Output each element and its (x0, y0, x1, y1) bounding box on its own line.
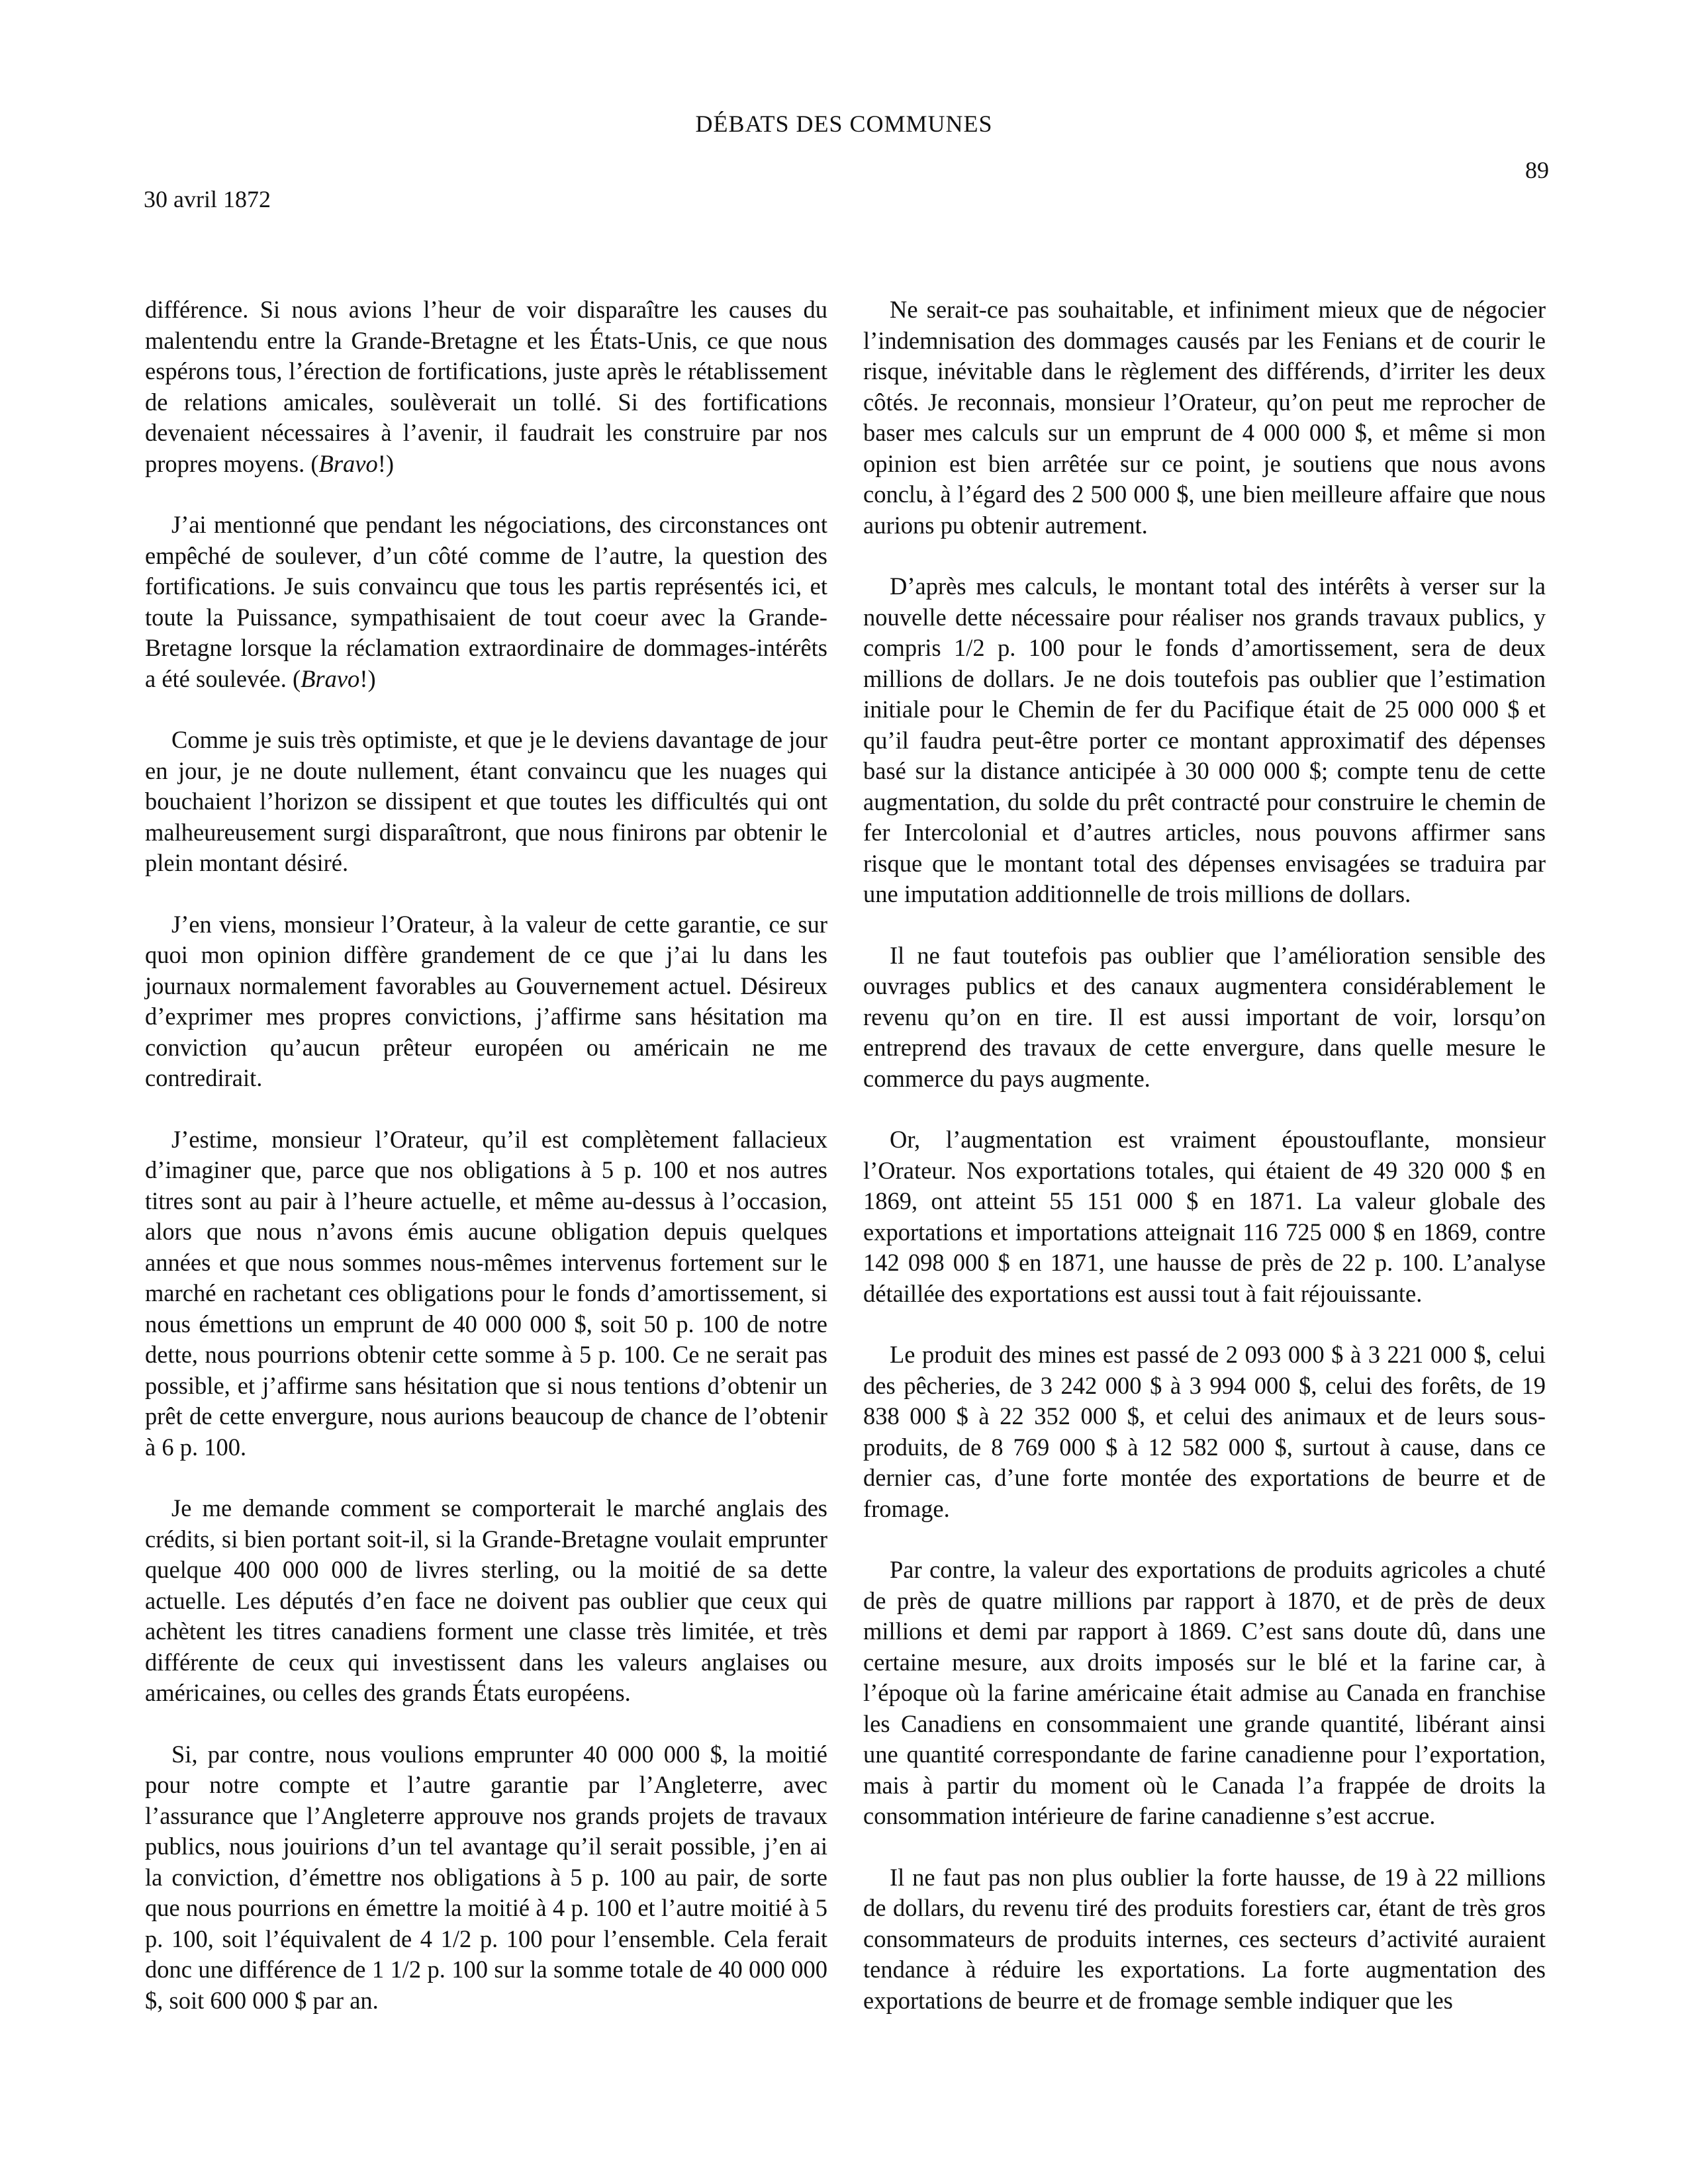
paragraph: Par contre, la valeur des exportations de produits agricoles a chuté de près de quatre millions par rapport à 1870, et de près de deux millions et demi par rapport à 1869. C’est sans doute dû, dans une certaine mesure, aux droits imposés sur le blé et la farine car, à l’époque où la farine américaine était admise au Canada en franchise les Canadiens en consommaient une grande quantité, libérant ainsi une quantité correspondante de farine canadienne pour l’exportation, mais à partir du moment où le Canada l’a frappée de droits la consommation intérieure de farine canadienne s’est accrue. (863, 1556, 1546, 1829)
interjection: Bravo (301, 664, 360, 692)
paragraph: Le produit des mines est passé de 2 093 000 $ à 3 221 000 $, celui des pêcheries, de 3 242 000 $ à 3 994 000 $, celui des forêts, de 19 838 000 $ à 22 352 000 $, et celui des animaux et de leurs sous-produits, de 8 769 000 $ à 12 582 000 $, surtout à cause, dans ce dernier cas, d’une forte montée des exportations de beurre et de fromage. (863, 1341, 1546, 1522)
page-number: 89 (1525, 157, 1549, 183)
paragraph: J’ai mentionné que pendant les négociations, des circonstances ont empêché de soulever, d’un côté comme de l’autre, la question des fortifications. Je suis convaincu que tous les partis représentés ici, et toute la Puissance, sympathisaient de tout coeur avec la Grande-Bretagne lorsque la réclamation extraordinaire de dommages-intérêts a été soulevée. (Bravo!) (145, 511, 827, 692)
running-header: DÉBATS DES COMMUNES (695, 111, 993, 137)
paragraph-text: J’ai mentionné que pendant les négociations, des circonstances ont empêché de soulever, d’un côté comme de l’autre, la question des fortifications. Je suis convaincu que tous les partis représentés ici, et toute la Puissance, sympathisaient de tout coeur avec la Grande-Bretagne lorsque la réclamation extraordinaire de dommages-intérêts a été soulevée. (145, 511, 827, 692)
paragraph: différence. Si nous avions l’heur de voir disparaître les causes du malentendu entre la Grande-Bretagne et les États-Unis, ce que nous espérons tous, l’érection de fortifications, juste après le rétablissement de relations amicales, soulèverait un tollé. Si des fortifications devenaient nécessaires à l’avenir, il faudrait les construire par nos propres moyens. (Bravo!) (145, 296, 827, 477)
paragraph: Or, l’augmentation est vraiment époustouflante, monsieur l’Orateur. Nos exportations totales, qui étaient de 49 320 000 $ en 1869, ont atteint 55 151 000 $ en 1871. La valeur globale des exportations et importations atteignait 116 725 000 $ en 1869, contre 142 098 000 $ en 1871, une hausse de près de 22 p. 100. L’analyse détaillée des exportations est aussi tout à fait réjouissante. (863, 1126, 1546, 1307)
paragraph: Comme je suis très optimiste, et que je le deviens davantage de jour en jour, je ne doute nullement, étant convaincu que les nuages qui bouchaient l’horizon se dissipent et que toutes les difficultés qui ont malheureusement surgi disparaîtront, que nous finirons par obtenir le plein montant désiré. (145, 726, 827, 876)
left-column (145, 295, 827, 2046)
paragraph: J’estime, monsieur l’Orateur, qu’il est complètement fallacieux d’imaginer que, parce que nos obligations à 5 p. 100 et nos autres titres sont au pair à l’heure actuelle, et même au-dessus à l’occasion, alors que nous n’avons émis aucune obligation depuis quelques années et que nous sommes nous-mêmes intervenus fortement sur le marché en rachetant ces obligations pour le fonds d’amortissement, si nous émettions un emprunt de 40 000 000 $, soit 50 p. 100 de notre dette, nous pourrions obtenir cette somme à 5 p. 100. Ce ne serait pas possible, et j’affirme sans hésitation que si nous tentions d’obtenir un prêt de cette envergure, nous aurions beaucoup de chance de l’obtenir à 6 p. 100. (145, 1125, 827, 1461)
paragraph: Ne serait-ce pas souhaitable, et infiniment mieux que de négocier l’indemnisation des dommages causés par les Fenians et de courir le risque, inévitable dans le règlement des différends, d’irriter les deux côtés. Je reconnais, monsieur l’Orateur, qu’on peut me reprocher de baser mes calculs sur un emprunt de 4 000 000 $, et même si mon opinion est bien arrêtée sur ce point, je soutiens que nous avons conclu, à l’égard des 2 500 000 $, une bien meilleure affaire que nous aurions pu obtenir autrement. (863, 296, 1546, 539)
paragraph: Il ne faut pas non plus oublier la forte hausse, de 19 à 22 millions de dollars, du revenu tiré des produits forestiers car, étant de très gros consommateurs de produits internes, ces secteurs d’activité auraient tendance à réduire les exportations. La forte augmentation des exportations de beurre et de fromage semble indiquer que les (863, 1863, 1546, 2014)
paragraph: Je me demande comment se comporterait le marché anglais des crédits, si bien portant soit-il, si la Grande-Bretagne voulait emprunter quelque 400 000 000 de livres sterling, ou la moitié de sa dette actuelle. Les députés d’en face ne doivent pas oublier que ceux qui achètent les titres canadiens forment une classe très limitée, et très différente de ceux qui investissent dans les valeurs anglaises ou américaines, ou celles des grands États européens. (145, 1494, 827, 1706)
paragraph: J’en viens, monsieur l’Orateur, à la valeur de cette garantie, ce sur quoi mon opinion diffère grandement de ce que j’ai lu dans les journaux normalement favorables au Gouvernement actuel. Désireux d’exprimer mes propres convictions, j’affirme sans hésitation ma conviction qu’aucun prêteur européen ou américain ne me contredirait. (145, 910, 827, 1091)
paragraph: Il ne faut toutefois pas oublier que l’amélioration sensible des ouvrages publics et des canaux augmentera considérablement le revenu qu’on en tire. Il est aussi important de voir, lorsqu’on entreprend des travaux de cette envergure, dans quelle mesure le commerce du pays augmente. (863, 941, 1546, 1092)
paragraph: Si, par contre, nous voulions emprunter 40 000 000 $, la moitié pour notre compte et l’autre garantie par l’Angleterre, avec l’assurance que l’Angleterre approuve nos grands projets de travaux publics, nous jouirions d’un tel avantage qu’il serait possible, j’en ai la conviction, d’émettre nos obligations à 5 p. 100 au pair, de sorte que nous pourrions en émettre la moitié à 4 p. 100 et l’autre moitié à 5 p. 100, soit l’équivalent de 4 1/2 p. 100 pour l’ensemble. Cela ferait donc une différence de 1 1/2 p. 100 sur la somme totale de 40 000 000 $, soit 600 000 $ par an. (145, 1740, 827, 2014)
paragraph-text: différence. Si nous avions l’heur de voir disparaître les causes du malentendu entre la Grande-Bretagne et les États-Unis, ce que nous espérons tous, l’érection de fortifications, juste après le rétablissement de relations amicales, soulèverait un tollé. Si des fortifications devenaient nécessaires à l’avenir, il faudrait les construire par nos propres moyens. (145, 296, 827, 477)
paragraph: D’après mes calculs, le montant total des intérêts à verser sur la nouvelle dette nécessaire pour réaliser nos grands travaux publics, y compris 1/2 p. 100 pour le fonds d’amortissement, sera de deux millions de dollars. Je ne dois toutefois pas oublier que l’estimation initiale pour le Chemin de fer du Pacifique était de 25 000 000 $ et qu’il faudra peut-être porter ce montant approximatif des dépenses basé sur la distance anticipée à 30 000 000 $; compte tenu de cette augmentation, du solde du prêt contracté pour construire le chemin de fer Intercolonial et d’autres articles, nous pouvons affirmer sans risque que le montant total des dépenses envisagées se traduira par une imputation additionnelle de trois millions de dollars. (863, 572, 1546, 907)
sitting-date: 30 avril 1872 (144, 186, 271, 212)
right-column (863, 295, 1546, 2046)
interjection: Bravo (318, 449, 378, 477)
